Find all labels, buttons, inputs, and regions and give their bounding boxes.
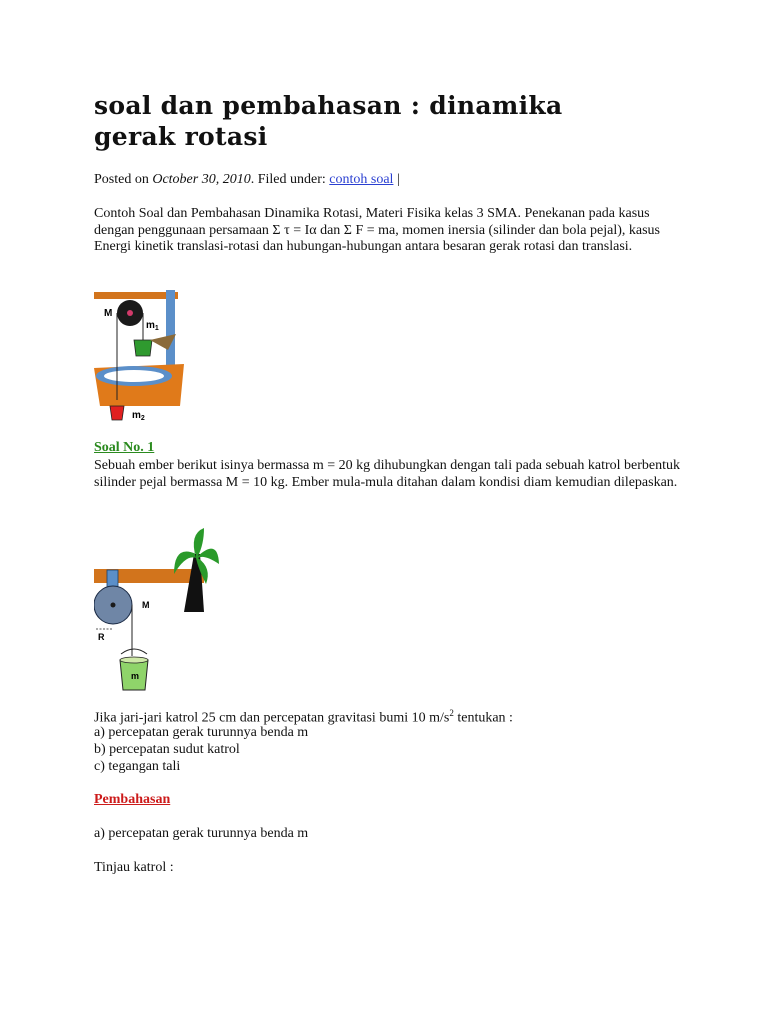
pembahasan-heading: Pembahasan — [94, 792, 171, 807]
bucket-handle — [121, 649, 147, 654]
question-item-c: c) tegangan tali — [94, 759, 181, 774]
label-M: M — [104, 308, 113, 319]
pulley-bucket-figure — [94, 524, 224, 694]
pulley-well-figure — [94, 288, 184, 426]
intro-paragraph: Contoh Soal dan Pembahasan Dinamika Rotasi, Materi Fisika kelas 3 SMA. Penekanan pada kasus dengan penggunaan persamaan Σ τ = Iα dan Σ F = ma, momen inersia (silinder dan bola pejal), kasus Energi kinetik translasi-rotasi dan hubungan-hubungan antara besaran gerak rotasi dan translasi. — [94, 206, 661, 254]
wooden-beam — [94, 292, 178, 299]
soal-text: Sebuah ember berikut isinya bermassa m = 20 kg dihubungkan dengan tali pada sebuah katrol berbentuk silinder pejal bermassa M = 10 kg. Ember mula-mula ditahan dalam kondisi diam kemudian dilepaskan. — [94, 458, 681, 490]
question-item-a: a) percepatan gerak turunnya benda m — [94, 725, 309, 740]
bucket-rim — [120, 657, 148, 663]
label-m1: $m_1$ — [146, 320, 159, 332]
green-bucket — [134, 340, 152, 356]
soal-heading: Soal No. 1 — [94, 440, 155, 455]
label-R: R — [98, 632, 105, 642]
question-intro-text: Jika jari-jari katrol 25 cm dan percepatan gravitasi bumi 10 m/s — [94, 710, 450, 726]
page-title: soal dan pembahasan : dinamika gerak rotasi — [94, 91, 563, 151]
label-M: M — [142, 600, 150, 610]
pembahasan-line-1: a) percepatan gerak turunnya benda m — [94, 826, 309, 841]
well-opening — [104, 370, 164, 382]
post-date: October 30, 2010 — [152, 172, 251, 187]
pulley-axle — [111, 603, 116, 608]
question-exponent: 2 — [449, 708, 454, 718]
question-intro-tail: tentukan : — [453, 710, 513, 726]
question-intro — [94, 708, 513, 727]
pembahasan-line-2: Tinjau katrol : — [94, 860, 174, 875]
meta-separator: | — [396, 172, 400, 187]
filed-under-label: . Filed under: — [250, 172, 326, 187]
question-item-b: b) percepatan sudut katrol — [94, 742, 240, 757]
label-m: m — [131, 671, 140, 681]
category-link[interactable]: contoh soal — [329, 172, 394, 187]
red-bucket — [110, 406, 124, 420]
post-meta — [94, 172, 400, 188]
posted-on-label: Posted on — [94, 172, 149, 187]
label-m2: $m_2$ — [132, 410, 145, 422]
pulley-axle — [127, 310, 133, 316]
